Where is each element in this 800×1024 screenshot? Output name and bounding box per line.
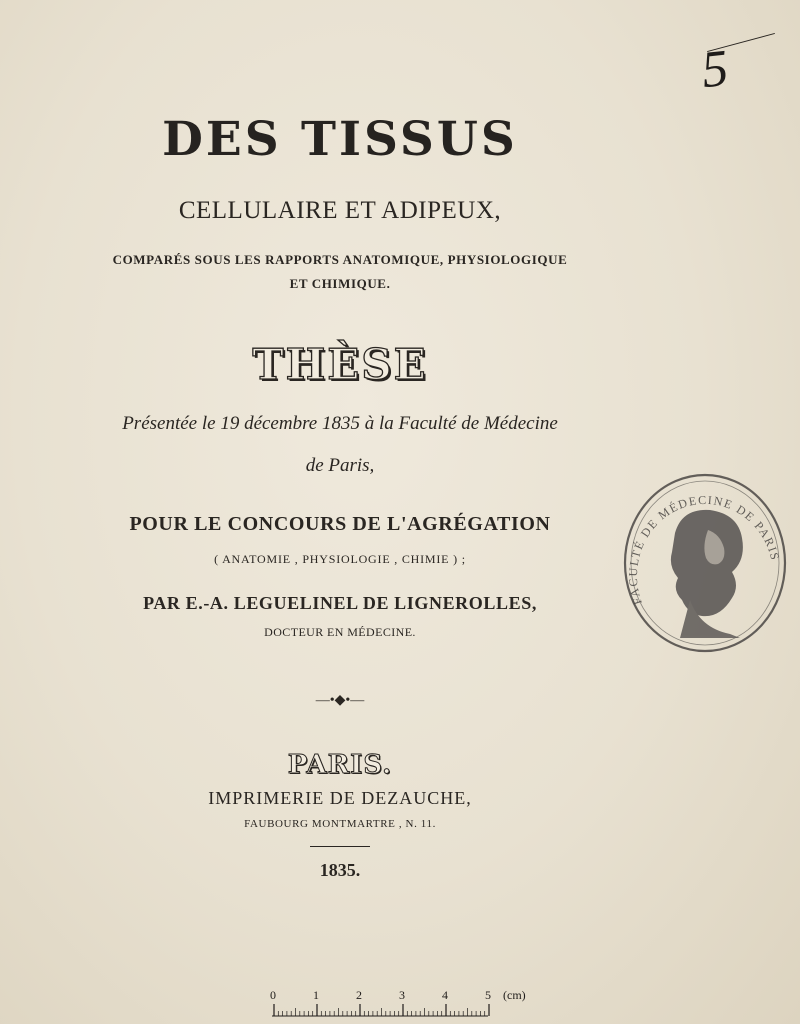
stamp-portrait [671,510,743,638]
scale-label-0: 0 [270,988,276,1002]
presentation-line-2: de Paris, [305,455,375,476]
scale-label-3: 3 [399,988,405,1002]
comparison-line-1: COMPARÉS SOUS LES RAPPORTS ANATOMIQUE, PHYSIOLOGIQUE [112,252,568,267]
scale-label-1: 1 [313,988,319,1002]
imprint-rule [310,846,370,847]
comparison-line-2: ET CHIMIQUE. [289,276,391,291]
imprint-city: PARIS. [287,750,393,780]
ornament-divider: —•◆•— [315,693,365,708]
disciplines-line: ( ANATOMIE , PHYSIOLOGIE , CHIMIE ) ; [214,552,466,566]
author-title: DOCTEUR EN MÉDECINE. [264,625,416,639]
scale-label-4: 4 [442,988,448,1002]
author-line: PAR E.-A. LEGUELINEL DE LIGNEROLLES, [143,593,537,613]
imprint-printer: IMPRIMERIE DE DEZAUCHE, [208,788,472,808]
these-heading: THÈSE [252,340,428,389]
concours-line: POUR LE CONCOURS DE L'AGRÉGATION [129,513,551,535]
library-stamp [620,468,790,658]
book-subtitle: CELLULAIRE ET ADIPEUX, [178,197,502,224]
scale-label-2: 2 [356,988,362,1002]
imprint-year: 1835. [319,860,361,880]
handwritten-page-number: 5 [699,39,731,100]
stamp-text: FACULTÉ DE MÉDECINE DE PARIS [625,492,783,607]
scale-ticks [274,1004,489,1016]
scale-label-5: 5 [485,988,491,1002]
book-title: DES TISSUS [162,112,518,167]
imprint-address: FAUBOURG MONTMARTRE , N. 11. [244,818,436,830]
scale-unit: (cm) [503,988,526,1002]
presentation-line-1: Présentée le 19 décembre 1835 à la Faculté de Médecine [122,413,558,434]
